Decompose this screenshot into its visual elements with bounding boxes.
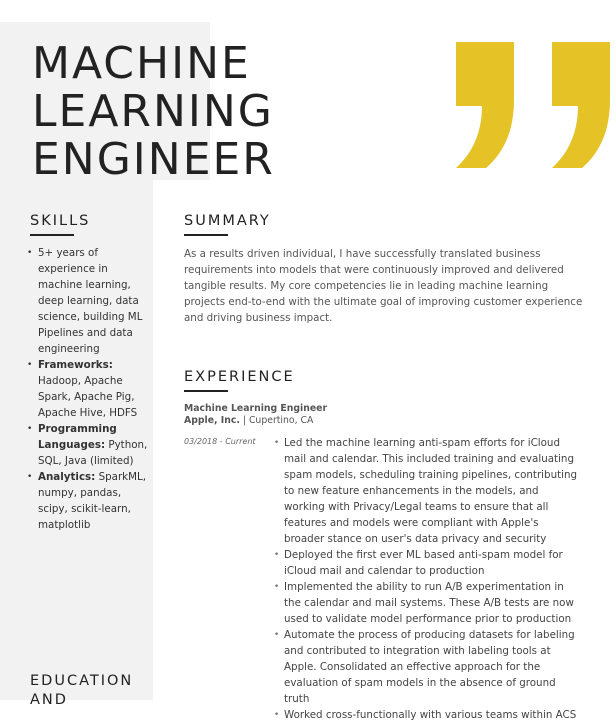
job-bullet: • Deployed the first ever ML based anti-spam model for iCloud mail and calendar to production <box>274 547 579 579</box>
quote-mark-icon <box>452 40 516 168</box>
job-bullet: • Worked cross-functionally with various teams within ACS <box>274 707 579 723</box>
skills-heading: SKILLS <box>30 213 90 236</box>
skill-item <box>27 245 151 357</box>
skill-item <box>27 421 151 469</box>
job-bullet: • Automate the process of producing datasets for labeling and contributed to integration with labeling tools at Apple. Consolidated an effective approach for the evaluation of spam models in the absence of ground truth <box>274 627 579 707</box>
skill-text: Python, SQL, Java (limited) <box>38 439 148 467</box>
job-bullet: • Implemented the ability to run A/B experimentation in the calendar and mail systems. These A/B tests are now used to validate model performance prior to production <box>274 579 579 627</box>
skill-text: Hadoop, Apache Spark, Apache Pig, Apache Hive, HDFS <box>38 375 138 419</box>
skill-item <box>27 469 151 533</box>
skill-label: Analytics: <box>38 471 96 483</box>
title-line-2: LEARNING <box>32 86 274 137</box>
summary-heading: SUMMARY <box>184 213 271 236</box>
job-title: Machine Learning Engineer <box>184 403 328 414</box>
education-heading: EDUCATION AND <box>30 673 134 708</box>
skill-text: 5+ years of experience in machine learning, deep learning, data science, building ML Pipelines and data engineering <box>38 247 143 355</box>
job-dates: 03/2018 - Current <box>184 437 256 446</box>
title-line-1: MACHINE <box>32 38 251 89</box>
job-location: Cupertino, CA <box>248 415 314 426</box>
job-bullet: • Led the machine learning anti-spam efforts for iCloud mail and calendar. This included training and evaluating spam models, scheduling training pipelines, contributing to new feature enhancements in the models, and working with Privacy/Legal teams to ensure that all features and models were compliant with Apple's broader stance on user's data privacy and security <box>274 435 579 547</box>
title-line-3: ENGINEER <box>32 134 275 185</box>
company-separator: | <box>239 415 249 426</box>
skills-list <box>27 245 151 533</box>
job-company-line <box>184 415 313 426</box>
summary-text: As a results driven individual, I have successfully translated business requirements into models that were continuously improved and delivered tangible results. My core competencies lie in leading machine learning projects end-to-end with the ultimate goal of improving customer experience and driving business impact. <box>184 248 583 324</box>
skill-label: Programming Languages: <box>38 423 117 451</box>
skill-label: Frameworks: <box>38 359 113 371</box>
skill-item <box>27 357 151 421</box>
job-bullets <box>274 435 579 723</box>
quote-mark-icon-2 <box>548 40 612 168</box>
company-name: Apple, Inc. <box>184 415 240 426</box>
experience-heading: EXPERIENCE <box>184 369 295 392</box>
resume-title <box>32 40 275 184</box>
skill-text: SparkML, numpy, pandas, scipy, scikit-learn, matplotlib <box>38 471 147 531</box>
